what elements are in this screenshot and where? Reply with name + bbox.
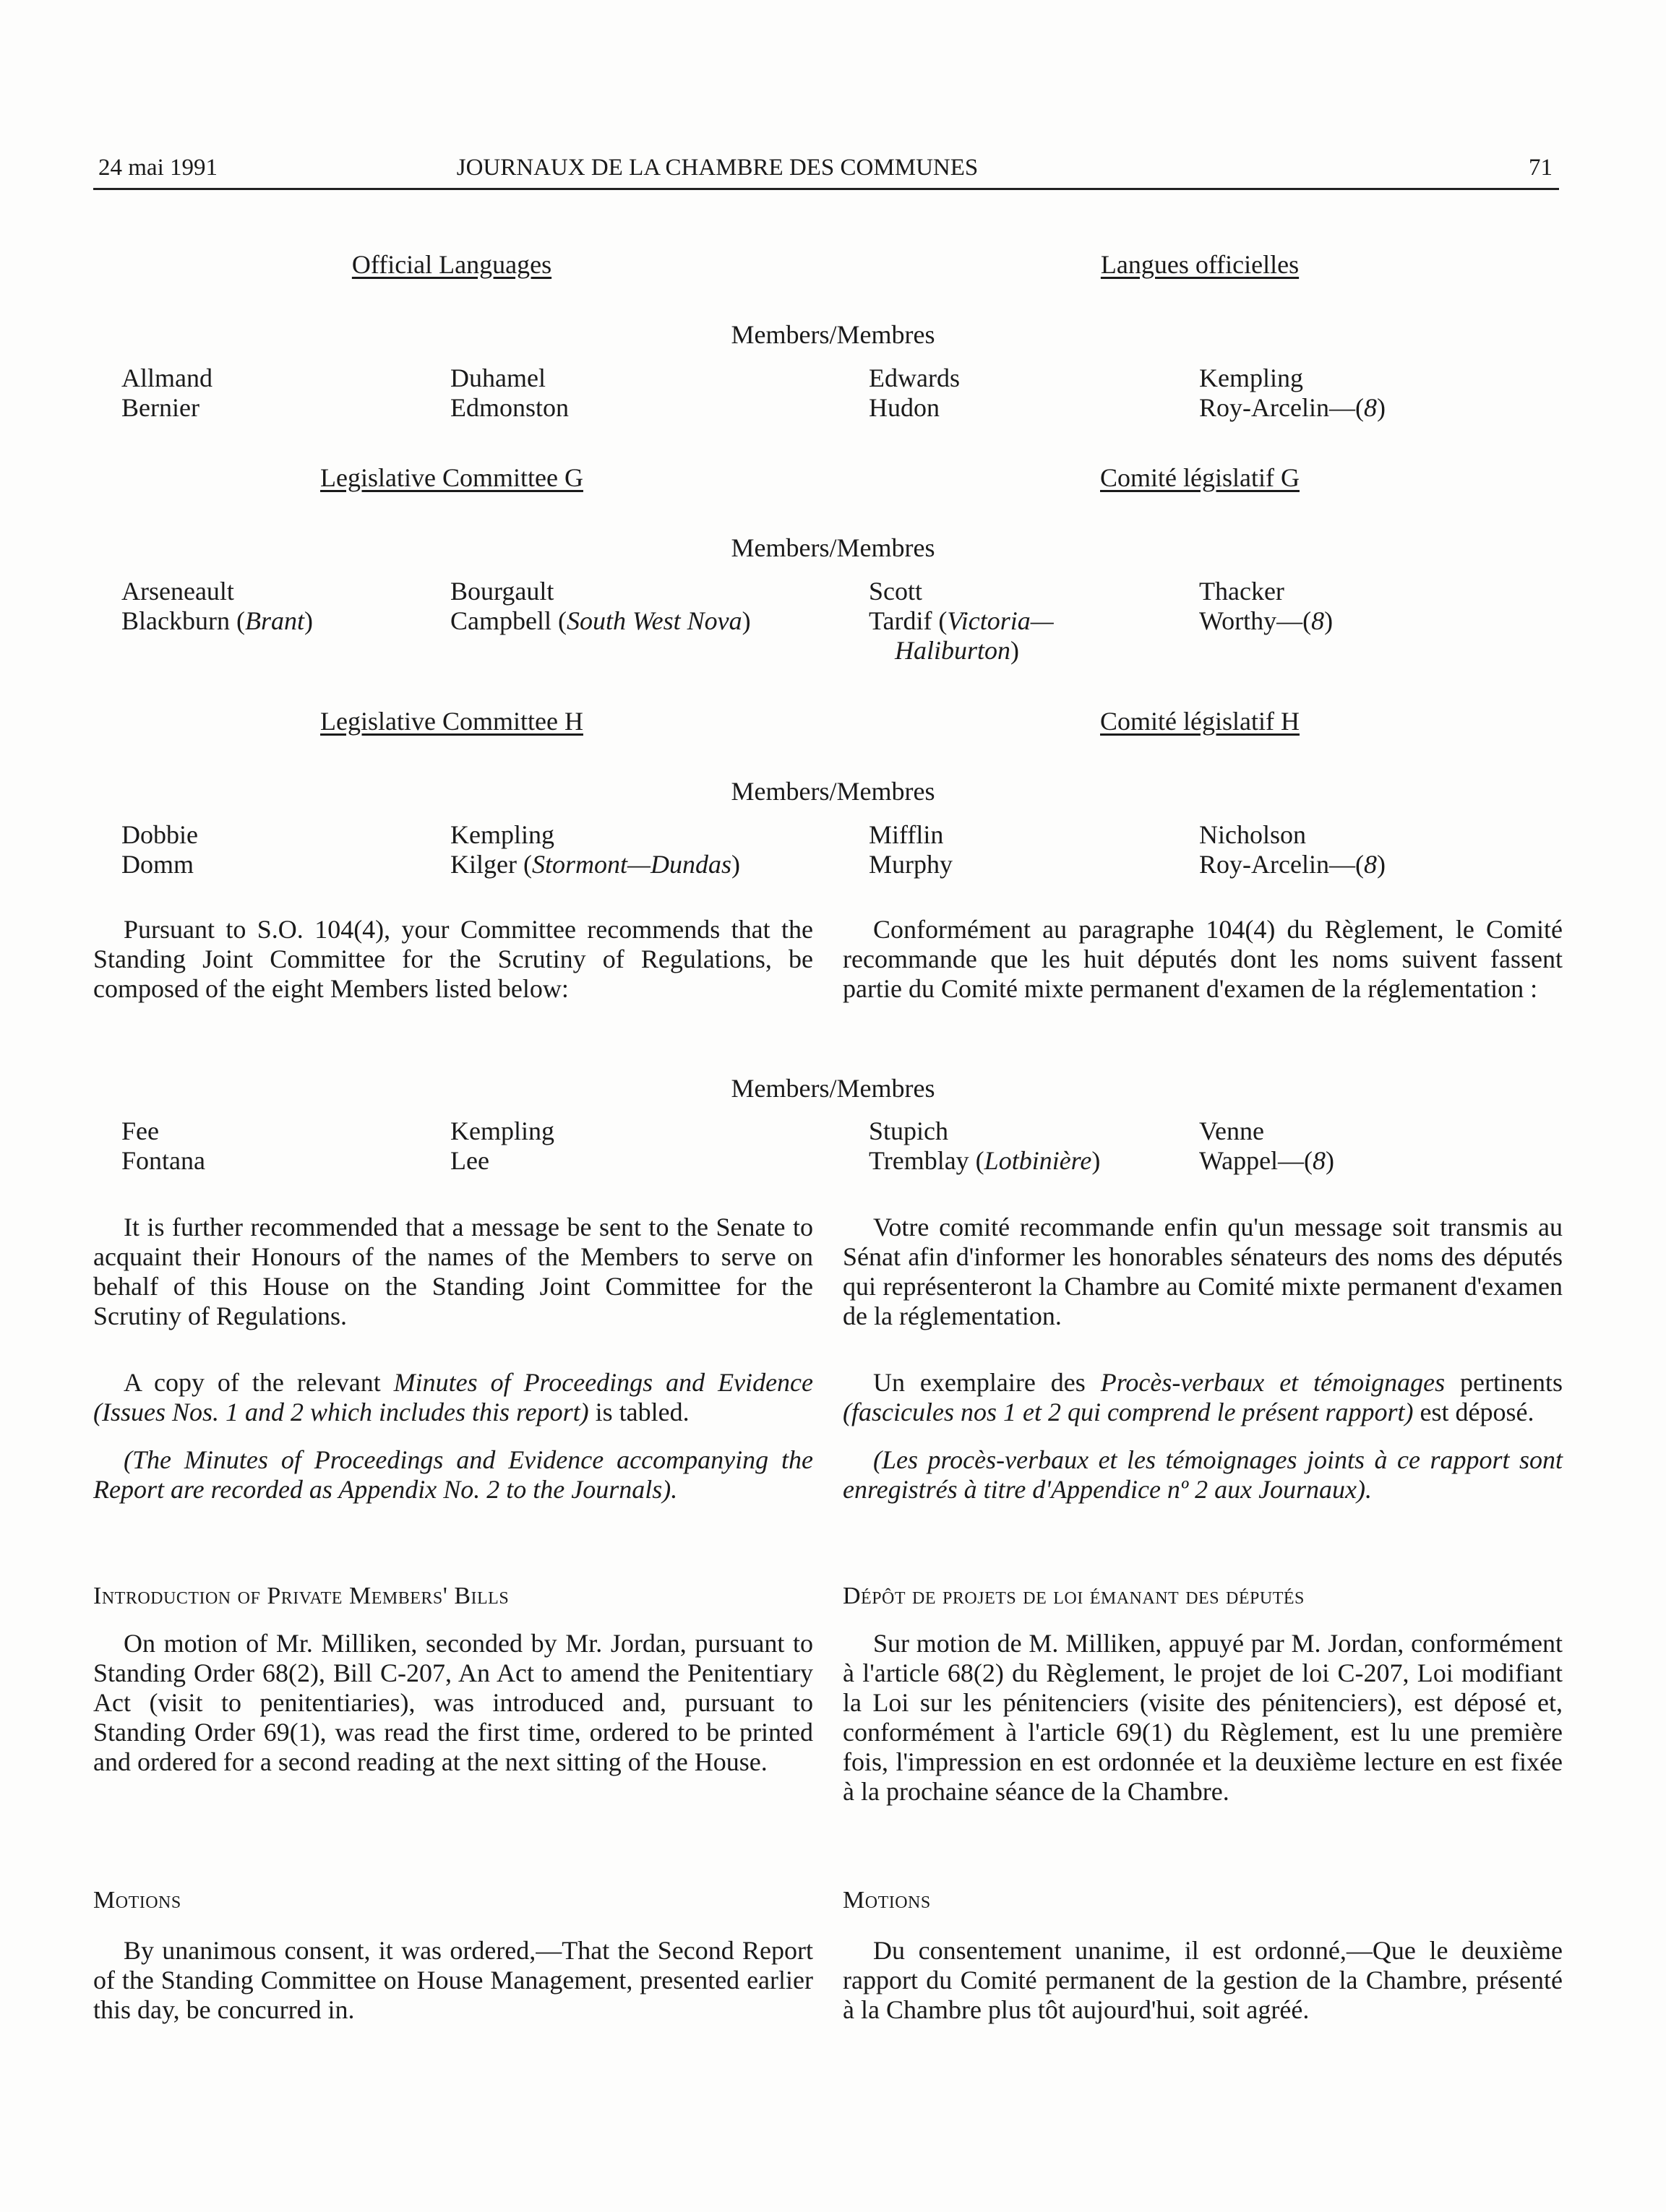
members-heading: Members/Membres: [731, 777, 935, 806]
member-name: Nicholson: [1199, 820, 1306, 849]
members-heading: Members/Membres: [731, 1074, 935, 1103]
member-name: Dobbie: [121, 820, 198, 849]
bills-paragraph-en: On motion of Mr. Milliken, seconded by Mr. Jordan, pursuant to Standing Order 68(2), Bill C-207, An Act to amend the Penitentiary Act (visit to penitentiaries), was introduced and, pursuant to Standing Order 69(1), was read the first time, ordered to be printed and ordered for a second reading at the next sitting of the House.: [93, 1629, 813, 1776]
member-name: Edwards: [869, 363, 960, 392]
member-name: Kempling: [450, 820, 554, 849]
member-name: Bourgault: [450, 577, 554, 606]
member-name: Kempling: [1199, 363, 1303, 392]
member-name: Tardif (Victoria— Haliburton): [869, 606, 1054, 665]
bills-heading-fr: Dépôt de projets de loi émanant des députés: [843, 1583, 1305, 1609]
member-name: Murphy: [869, 850, 953, 879]
member-name: Domm: [121, 850, 194, 879]
member-name: Roy-Arcelin—(8): [1199, 393, 1386, 422]
committee-title-fr: Comité législatif H: [1100, 707, 1300, 736]
member-name: Arseneault: [121, 577, 234, 606]
members-heading: Members/Membres: [731, 320, 935, 349]
member-name: Stupich: [869, 1116, 949, 1145]
member-name: Duhamel: [450, 363, 546, 392]
member-name: Scott: [869, 577, 923, 606]
scrutiny-paragraph-en: Pursuant to S.O. 104(4), your Committee recommends that the Standing Joint Committee for the Scrutiny of Regulations, be composed of the eight Members listed below:: [93, 915, 813, 1003]
motions-paragraph-fr: Du consentement unanime, il est ordonné,—Que le deuxième rapport du Comité permanent de la gestion de la Chambre, présenté à la Chambre plus tôt aujourd'hui, soit agréé.: [843, 1936, 1563, 2024]
member-name: Fontana: [121, 1146, 205, 1175]
member-name: Tremblay (Lotbinière): [869, 1146, 1101, 1175]
motions-heading-en: Motions: [93, 1887, 181, 1914]
bills-heading-en: Introduction of Private Members' Bills: [93, 1583, 510, 1609]
scrutiny-paragraph-fr: Conformément au paragraphe 104(4) du Règlement, le Comité recommande que les huit députés dont les noms suivent fassent partie du Comité mixte permanent d'examen de la réglementation :: [843, 915, 1563, 1003]
header-rule: [93, 188, 1559, 190]
copy-paragraph-en: A copy of the relevant Minutes of Proceedings and Evidence (Issues Nos. 1 and 2 which includes this report) is tabled.: [93, 1368, 813, 1426]
member-name: Worthy—(8): [1199, 606, 1334, 635]
header-title: JOURNAUX DE LA CHAMBRE DES COMMUNES: [456, 155, 979, 181]
member-name: Kilger (Stormont—Dundas): [450, 850, 740, 879]
member-name: Campbell (South West Nova): [450, 606, 751, 635]
copy-paragraph-fr: Un exemplaire des Procès-verbaux et témoignages pertinents (fascicules nos 1 et 2 qui comprend le présent rapport) est déposé.: [843, 1368, 1563, 1426]
header-date: 24 mai 1991: [98, 155, 218, 181]
members-heading: Members/Membres: [731, 533, 935, 562]
message-paragraph-en: It is further recommended that a message be sent to the Senate to acquaint their Honours of the names of the Members to serve on behalf of this House on the Standing Joint Committee for the Scrutiny of Regulations.: [93, 1213, 813, 1330]
member-name: Hudon: [869, 393, 940, 422]
message-paragraph-fr: Votre comité recommande enfin qu'un message soit transmis au Sénat afin d'informer les honorables sénateurs des noms des députés qui représenteront la Chambre au Comité mixte permanent d'examen de la réglementation.: [843, 1213, 1563, 1330]
committee-title-en: Legislative Committee H: [320, 707, 583, 736]
member-name: Blackburn (Brant): [121, 606, 313, 635]
member-name: Fee: [121, 1116, 159, 1145]
committee-title-fr: Langues officielles: [1100, 250, 1300, 279]
appendix-note-en: (The Minutes of Proceedings and Evidence accompanying the Report are recorded as Appendix No. 2 to the Journals).: [93, 1445, 813, 1504]
page-number: 71: [1529, 155, 1553, 181]
member-name: Roy-Arcelin—(8): [1199, 850, 1386, 879]
motions-paragraph-en: By unanimous consent, it was ordered,—That the Second Report of the Standing Committee on House Management, presented earlier this day, be concurred in.: [93, 1936, 813, 2024]
member-name: Allmand: [121, 363, 212, 392]
member-name: Mifflin: [869, 820, 944, 849]
member-name: Wappel—(8): [1199, 1146, 1335, 1175]
committee-title-en: Official Languages: [351, 250, 552, 279]
member-name: Lee: [450, 1146, 489, 1175]
committee-title-en: Legislative Committee G: [320, 463, 583, 492]
member-name: Bernier: [121, 393, 199, 422]
bills-paragraph-fr: Sur motion de M. Milliken, appuyé par M. Jordan, conformément à l'article 68(2) du Règlement, le projet de loi C-207, Loi modifiant la Loi sur les pénitenciers (visite des pénitenciers), est déposé et, conformément à l'article 69(1) du Règlement, est lu une première fois, l'impression en est ordonnée et la deuxième lecture en est fixée à la prochaine séance de la Chambre.: [843, 1629, 1563, 1806]
member-name: Venne: [1199, 1116, 1264, 1145]
committee-title-fr: Comité législatif G: [1100, 463, 1300, 492]
motions-heading-fr: Motions: [843, 1887, 931, 1914]
member-name: Thacker: [1199, 577, 1284, 606]
appendix-note-fr: (Les procès-verbaux et les témoignages joints à ce rapport sont enregistrés à titre d'Appendice nº 2 aux Journaux).: [843, 1445, 1563, 1504]
member-name: Kempling: [450, 1116, 554, 1145]
member-name: Edmonston: [450, 393, 570, 422]
